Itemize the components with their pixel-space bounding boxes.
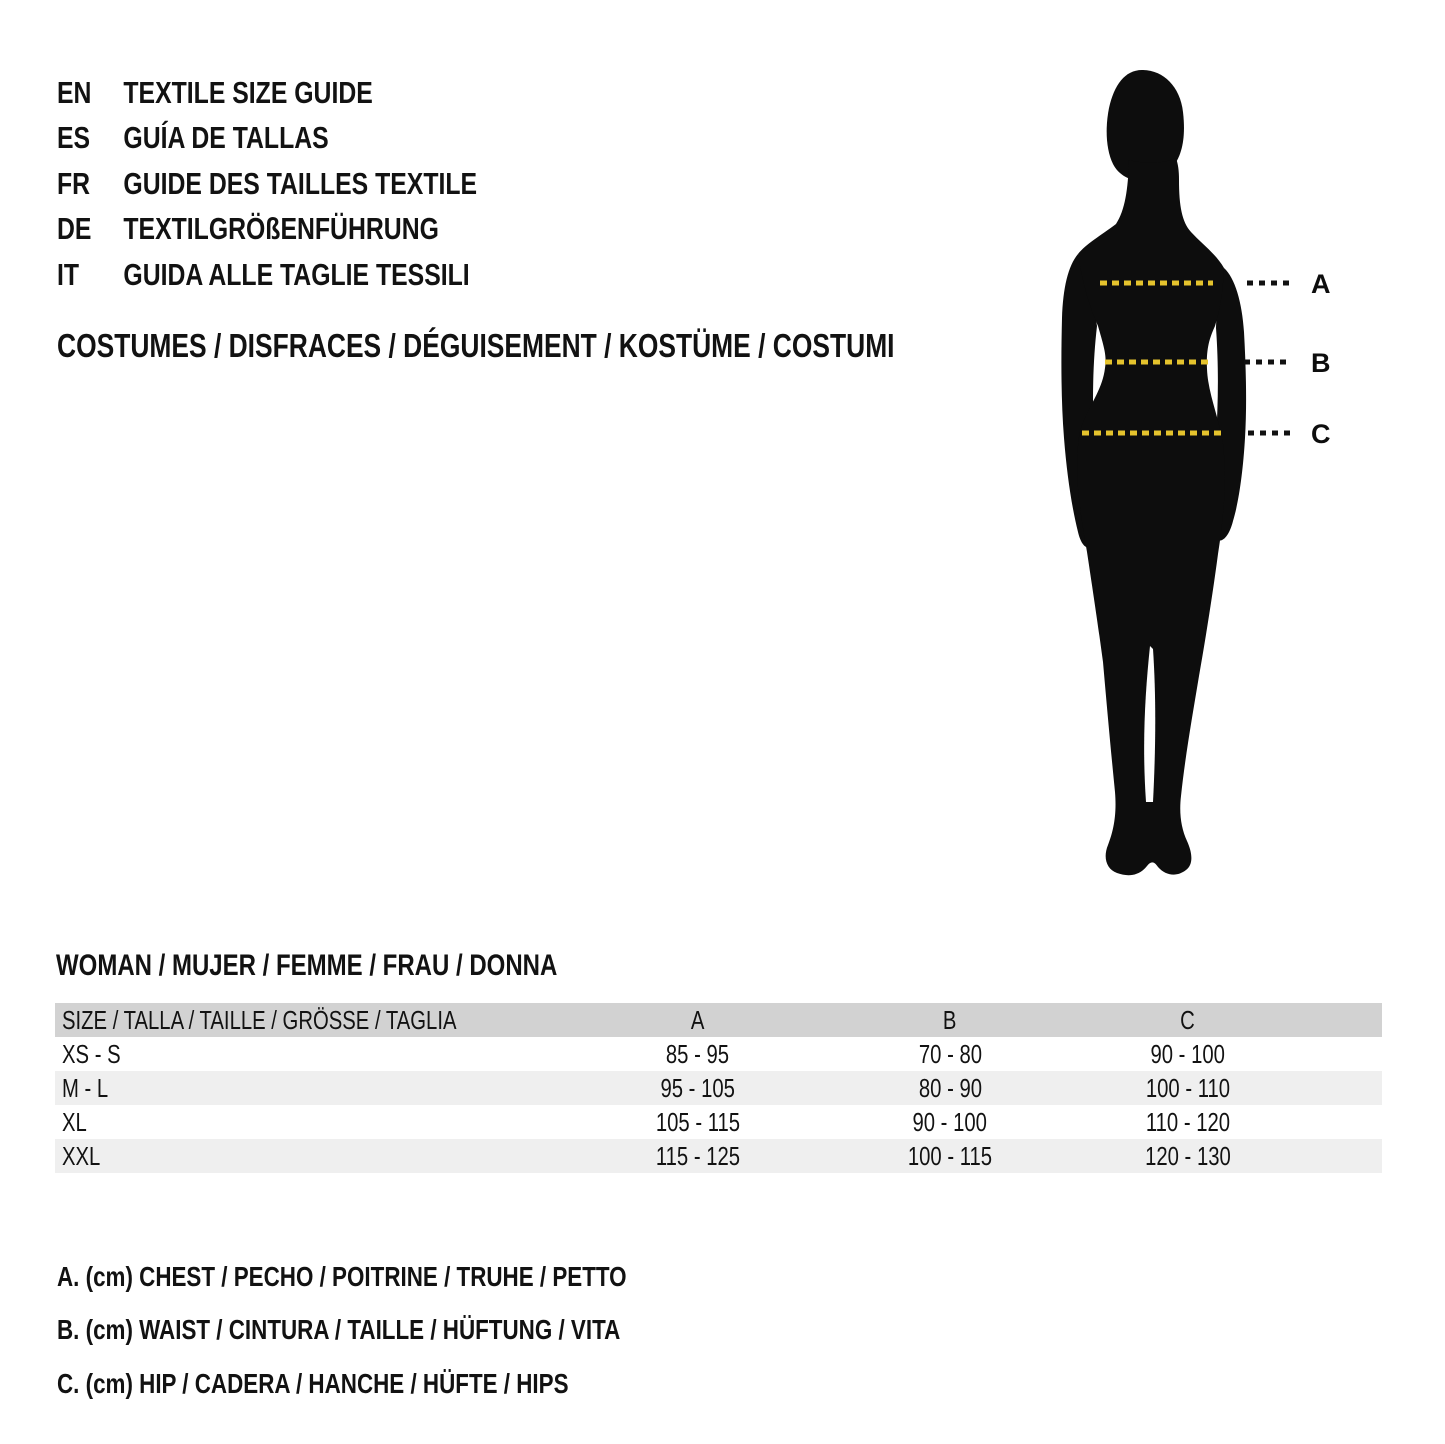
size-cell: XXL [55,1139,560,1173]
waist-line-label: B [1311,348,1331,378]
col-header-a: A [560,1003,835,1037]
language-code: IT [57,256,80,292]
table-row [55,1037,1382,1071]
hip-cell: 100 - 110 [1065,1071,1310,1105]
legend-hip: C. (cm) HIP / CADERA / HANCHE / HÜFTE / HIPS [57,1367,569,1399]
size-cell: M - L [55,1071,560,1105]
language-row [57,116,477,162]
language-title: TEXTILE SIZE GUIDE [123,74,373,110]
measurement-legend [57,1250,769,1411]
category-heading: COSTUMES / DISFRACES / DÉGUISEMENT / KOSTÜME / COSTUMI [57,327,895,364]
table-row [55,1105,1382,1139]
language-title: GUIDE DES TAILLES TEXTILE [123,165,478,201]
language-row [57,70,477,116]
waist-cell: 70 - 80 [918,1039,982,1069]
language-title: GUÍA DE TALLAS [123,120,329,156]
header-filler [1310,1003,1382,1037]
legend-chest: A. (cm) CHEST / PECHO / POITRINE / TRUHE / PETTO [57,1260,627,1292]
language-code: FR [57,165,91,201]
section-heading-woman: WOMAN / MUJER / FEMME / FRAU / DONNA [56,949,558,982]
hip-cell: 110 - 120 [1145,1107,1230,1137]
chest-cell: 105 - 115 [655,1107,740,1137]
hip-cell: 120 - 130 [1065,1139,1310,1173]
woman-silhouette-figure [1020,60,1445,920]
waist-cell: 100 - 115 [835,1139,1065,1173]
chest-cell: 115 - 125 [560,1139,835,1173]
size-column-header: SIZE / TALLA / TAILLE / GRÖSSE / TAGLIA [55,1003,560,1037]
language-list [57,70,477,298]
language-title: TEXTILGRÖßENFÜHRUNG [123,211,439,247]
chest-cell: 95 - 105 [560,1071,835,1105]
col-header-b: B [835,1003,1065,1037]
size-cell: XL [62,1107,87,1137]
hip-line-label: C [1311,419,1331,449]
chest-cell: 85 - 95 [665,1039,730,1069]
language-row [57,161,477,207]
language-code: ES [57,120,91,156]
size-table-header-row [55,1003,1382,1037]
col-header-c: C [1065,1003,1310,1037]
language-code: DE [57,211,92,247]
legend-waist: B. (cm) WAIST / CINTURA / TAILLE / HÜFTUNG / VITA [57,1314,621,1346]
table-row [55,1139,1382,1173]
table-row [55,1071,1382,1105]
hip-cell: 90 - 100 [1150,1039,1225,1069]
size-table [55,1003,1382,1173]
language-code: EN [57,74,92,110]
waist-cell: 90 - 100 [912,1107,988,1137]
language-title: GUIDA ALLE TAGLIE TESSILI [123,256,470,292]
language-row [57,252,477,298]
chest-line-label: A [1311,269,1331,299]
language-row [57,207,477,253]
waist-cell: 80 - 90 [835,1071,1065,1105]
size-cell: XS - S [62,1039,121,1069]
